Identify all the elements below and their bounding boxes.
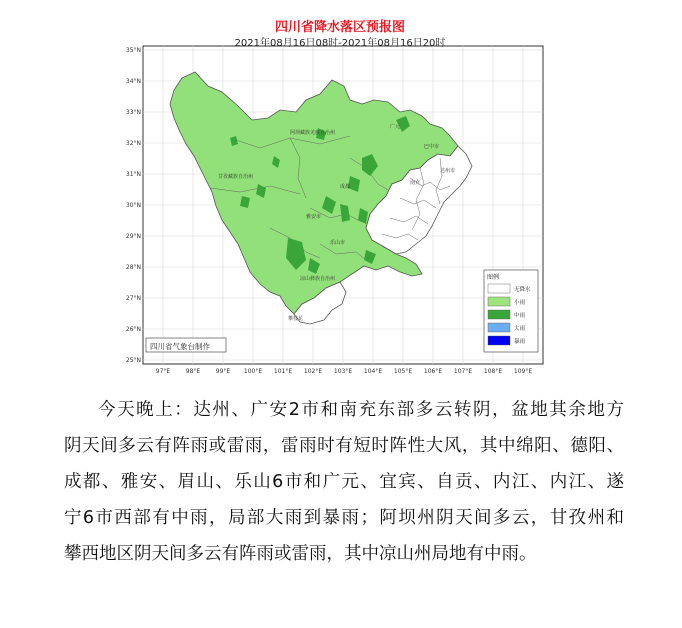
legend-swatch <box>488 323 510 332</box>
lon-tick-label: 103°E <box>333 368 353 375</box>
precipitation-forecast-map <box>110 8 570 378</box>
lon-tick-label: 98°E <box>185 368 201 375</box>
lon-tick-label: 106°E <box>423 368 443 375</box>
lon-tick-label: 104°E <box>363 368 383 375</box>
label-bazhong: 巴中市 <box>424 144 440 150</box>
lat-tick-label: 28°N <box>125 264 141 271</box>
lon-tick-label: 109°E <box>513 368 533 375</box>
article-line-3: 成都、雅安、眉山、乐山6市和广元、宜宾、自贡、内江、内江、遂 <box>64 472 624 492</box>
lon-tick-label: 100°E <box>243 368 263 375</box>
lon-tick-label: 107°E <box>453 368 473 375</box>
legend-label: 暴雨 <box>514 339 526 345</box>
lat-tick-label: 30°N <box>125 202 141 209</box>
forecast-article <box>64 392 624 572</box>
lat-tick-label: 31°N <box>125 171 141 178</box>
label-ganzi: 甘孜藏族自治州 <box>218 174 254 180</box>
lat-tick-label: 34°N <box>125 78 141 85</box>
lat-tick-label: 25°N <box>125 357 141 364</box>
latitude-tick-labels <box>126 47 141 364</box>
article-line-1: 今天晚上：达州、广安2市和南充东部多云转阴，盆地其余地方 <box>98 400 624 420</box>
legend-label: 大雨 <box>514 326 526 332</box>
label-panzhihua: 攀枝花 <box>288 316 304 322</box>
map-title: 四川省降水落区预报图 <box>274 20 405 35</box>
lon-tick-label: 99°E <box>215 368 231 375</box>
lat-tick-label: 27°N <box>125 295 141 302</box>
legend <box>484 270 538 352</box>
legend-swatch <box>488 310 510 319</box>
lon-tick-label: 101°E <box>273 368 293 375</box>
legend-swatch <box>488 284 510 293</box>
map-canvas <box>110 8 570 378</box>
lon-tick-label: 108°E <box>483 368 503 375</box>
legend-label: 中雨 <box>514 313 526 319</box>
lon-tick-label: 105°E <box>393 368 413 375</box>
lat-tick-label: 29°N <box>125 233 141 240</box>
credit-text: 四川省气象台制作 <box>150 342 210 351</box>
label-dazhou: 达州市 <box>440 168 456 174</box>
lat-tick-label: 35°N <box>125 47 141 54</box>
label-chengdu: 成都 <box>340 184 351 190</box>
label-leshan: 乐山市 <box>330 240 346 246</box>
label-aba: 阿坝藏族羌族自治州 <box>290 130 336 136</box>
legend-swatch <box>488 336 510 345</box>
legend-label: 小雨 <box>514 300 526 306</box>
label-guangyuan: 广元 <box>390 124 401 130</box>
longitude-tick-labels <box>156 368 533 375</box>
lon-tick-label: 97°E <box>155 368 171 375</box>
legend-title: 图例 <box>487 274 500 281</box>
legend-swatch <box>488 297 510 306</box>
label-yaan: 雅安市 <box>306 214 322 220</box>
lat-tick-label: 26°N <box>125 326 141 333</box>
article-line-2: 阴天间多云有阵雨或雷雨，雷雨时有短时阵性大风，其中绵阳、德阳、 <box>64 436 624 456</box>
map-subtitle: 2021年08月16日08时-2021年08月16日20时 <box>234 38 446 49</box>
label-nanchong: 南充 <box>410 180 421 186</box>
lon-tick-label: 102°E <box>303 368 323 375</box>
lat-tick-label: 33°N <box>125 109 141 116</box>
lat-tick-label: 32°N <box>125 140 141 147</box>
legend-label: 无降水 <box>514 287 531 293</box>
article-line-5: 攀西地区阴天间多云有阵雨或雷雨，其中凉山州局地有中雨。 <box>64 544 537 564</box>
label-liangshan: 凉山彝族自治州 <box>300 276 336 282</box>
article-line-4: 宁6市西部有中雨，局部大雨到暴雨；阿坝州阴天间多云，甘孜州和 <box>64 508 624 528</box>
